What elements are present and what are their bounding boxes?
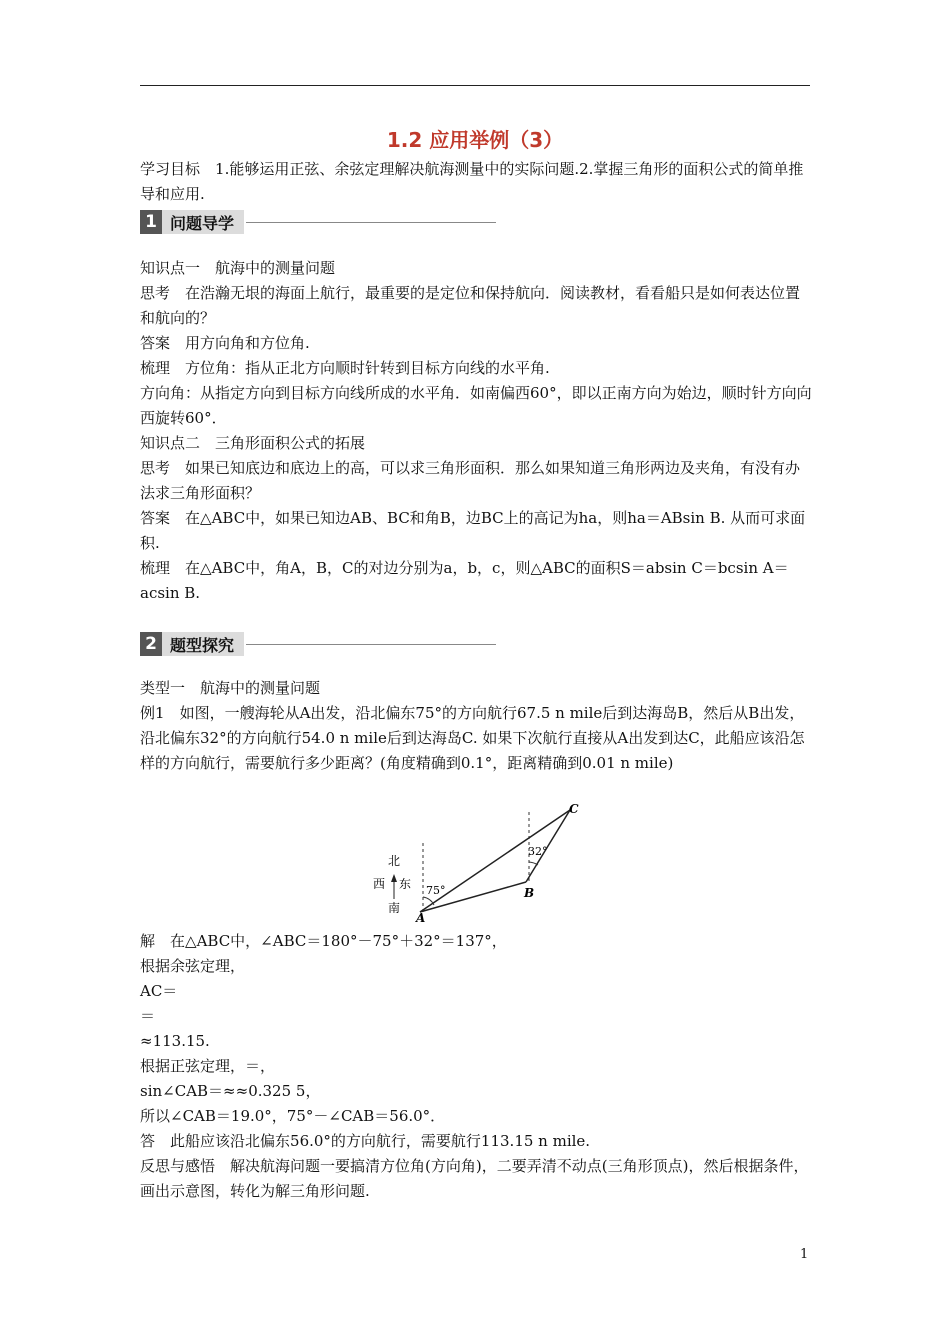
answer-text: 此船应该沿北偏东56.0°的方向航行，需要航行113.15 n mile. bbox=[170, 1132, 591, 1150]
vertex-c-label: C bbox=[569, 802, 579, 816]
answer-text: 在△ABC中，如果已知边AB、BC和角B，边BC上的高记为ha，则ha＝ABsin B. 从而可求面积. bbox=[140, 509, 806, 552]
answer-label: 答 bbox=[140, 1132, 156, 1150]
think-label: 思考 bbox=[140, 284, 171, 302]
solution-line-1 bbox=[140, 929, 812, 954]
section-rule bbox=[246, 644, 496, 645]
solution-label: 解 bbox=[140, 932, 156, 950]
compass-south: 南 bbox=[387, 901, 401, 915]
header-rule bbox=[140, 85, 810, 86]
answer-label: 答案 bbox=[140, 509, 171, 527]
angle-label-75: 75° bbox=[426, 884, 446, 897]
think-text: 在浩瀚无垠的海面上航行，最重要的是定位和保持航向．阅读教材，看看船只是如何表达位置和航向的？ bbox=[140, 284, 801, 327]
kp2-think bbox=[140, 456, 812, 506]
reflection bbox=[140, 1154, 812, 1204]
compass-north: 北 bbox=[387, 854, 401, 868]
page-number: 1 bbox=[800, 1247, 809, 1262]
summary-text: 在△ABC中，角A，B，C的对边分别为a，b，c，则△ABC的面积S＝absin C＝bcsin A＝acsin B. bbox=[140, 559, 789, 602]
example-text: 如图，一艘海轮从A出发，沿北偏东75°的方向航行67.5 n mile后到达海岛B，然后从B出发，沿北偏东32°的方向航行54.0 n mile后到达海岛C. 如果下次航行直接从A出发到达C，此船应该沿怎样的方向航行，需要航行多少距离？(角度精确到0.1°，距离精确到0.01 n mile) bbox=[140, 704, 805, 772]
section-header-2 bbox=[140, 632, 496, 656]
reflection-text: 解决航海问题一要搞清方位角(方向角)，二要弄清不动点(三角形顶点)，然后根据条件，画出示意图，转化为解三角形问题. bbox=[140, 1157, 809, 1200]
compass-west: 西 bbox=[372, 877, 386, 891]
think-text: 如果已知底边和底边上的高，可以求三角形面积．那么如果知道三角形两边及夹角，有没有办法求三角形面积？ bbox=[140, 459, 801, 502]
page-title: 1.2 应用举例（3） bbox=[386, 128, 564, 152]
solution-line-2: 根据余弦定理， bbox=[140, 957, 246, 975]
kp1-answer bbox=[140, 331, 812, 356]
solution-line-7: sin∠CAB＝≈≈0.325 5， bbox=[140, 1082, 321, 1100]
solution-line-3: AC＝ bbox=[140, 982, 178, 1000]
kp1-heading: 知识点一 航海中的测量问题 bbox=[140, 259, 336, 277]
summary-label: 梳理 bbox=[140, 359, 171, 377]
navigation-diagram bbox=[360, 800, 600, 925]
kp1-think bbox=[140, 281, 812, 331]
answer-text: 用方向角和方位角. bbox=[185, 334, 310, 352]
vertex-b-label: B bbox=[524, 886, 535, 900]
section-label: 题型探究 bbox=[162, 632, 244, 656]
solution-answer bbox=[140, 1129, 812, 1154]
solution-line-5: ≈113.15. bbox=[140, 1032, 210, 1050]
section-number: 2 bbox=[140, 632, 162, 656]
think-label: 思考 bbox=[140, 459, 171, 477]
summary-label: 梳理 bbox=[140, 559, 171, 577]
compass-arrow-icon bbox=[391, 874, 397, 882]
kp1-summary bbox=[140, 356, 812, 381]
solution-line-8: 所以∠CAB＝19.0°，75°－∠CAB＝56.0°． bbox=[140, 1107, 446, 1125]
section-header-1 bbox=[140, 210, 496, 234]
kp2-summary bbox=[140, 556, 812, 606]
section-number: 1 bbox=[140, 210, 162, 234]
section-rule bbox=[246, 222, 496, 223]
answer-label: 答案 bbox=[140, 334, 171, 352]
type1-heading: 类型一 航海中的测量问题 bbox=[140, 679, 321, 697]
example-label: 例1 bbox=[140, 704, 165, 722]
solution-text: 在△ABC中，∠ABC＝180°－75°＋32°＝137°， bbox=[170, 932, 507, 950]
example-1 bbox=[140, 701, 812, 776]
compass-east: 东 bbox=[398, 877, 412, 891]
section-label: 问题导学 bbox=[162, 210, 244, 234]
solution-line-4: ＝ bbox=[140, 1007, 156, 1025]
angle-label-32: 32° bbox=[528, 845, 548, 858]
learning-goal-text: 1.能够运用正弦、余弦定理解决航海测量中的实际问题.2.掌握三角形的面积公式的简单推导和应用. bbox=[140, 160, 804, 203]
kp2-answer bbox=[140, 506, 812, 556]
vertex-a-label: A bbox=[416, 911, 426, 925]
reflection-label: 反思与感悟 bbox=[140, 1157, 216, 1175]
kp2-heading: 知识点二 三角形面积公式的拓展 bbox=[140, 434, 366, 452]
kp1-extra: 方向角：从指定方向到目标方向线所成的水平角．如南偏西60°，即以正南方向为始边，顺时针方向向西旋转60°． bbox=[140, 384, 812, 427]
solution-line-6: 根据正弦定理，＝， bbox=[140, 1057, 276, 1075]
learning-goal-label: 学习目标 bbox=[140, 160, 201, 178]
learning-goal bbox=[140, 157, 812, 207]
summary-text: 方位角：指从正北方向顺时针转到目标方向线的水平角. bbox=[185, 359, 550, 377]
